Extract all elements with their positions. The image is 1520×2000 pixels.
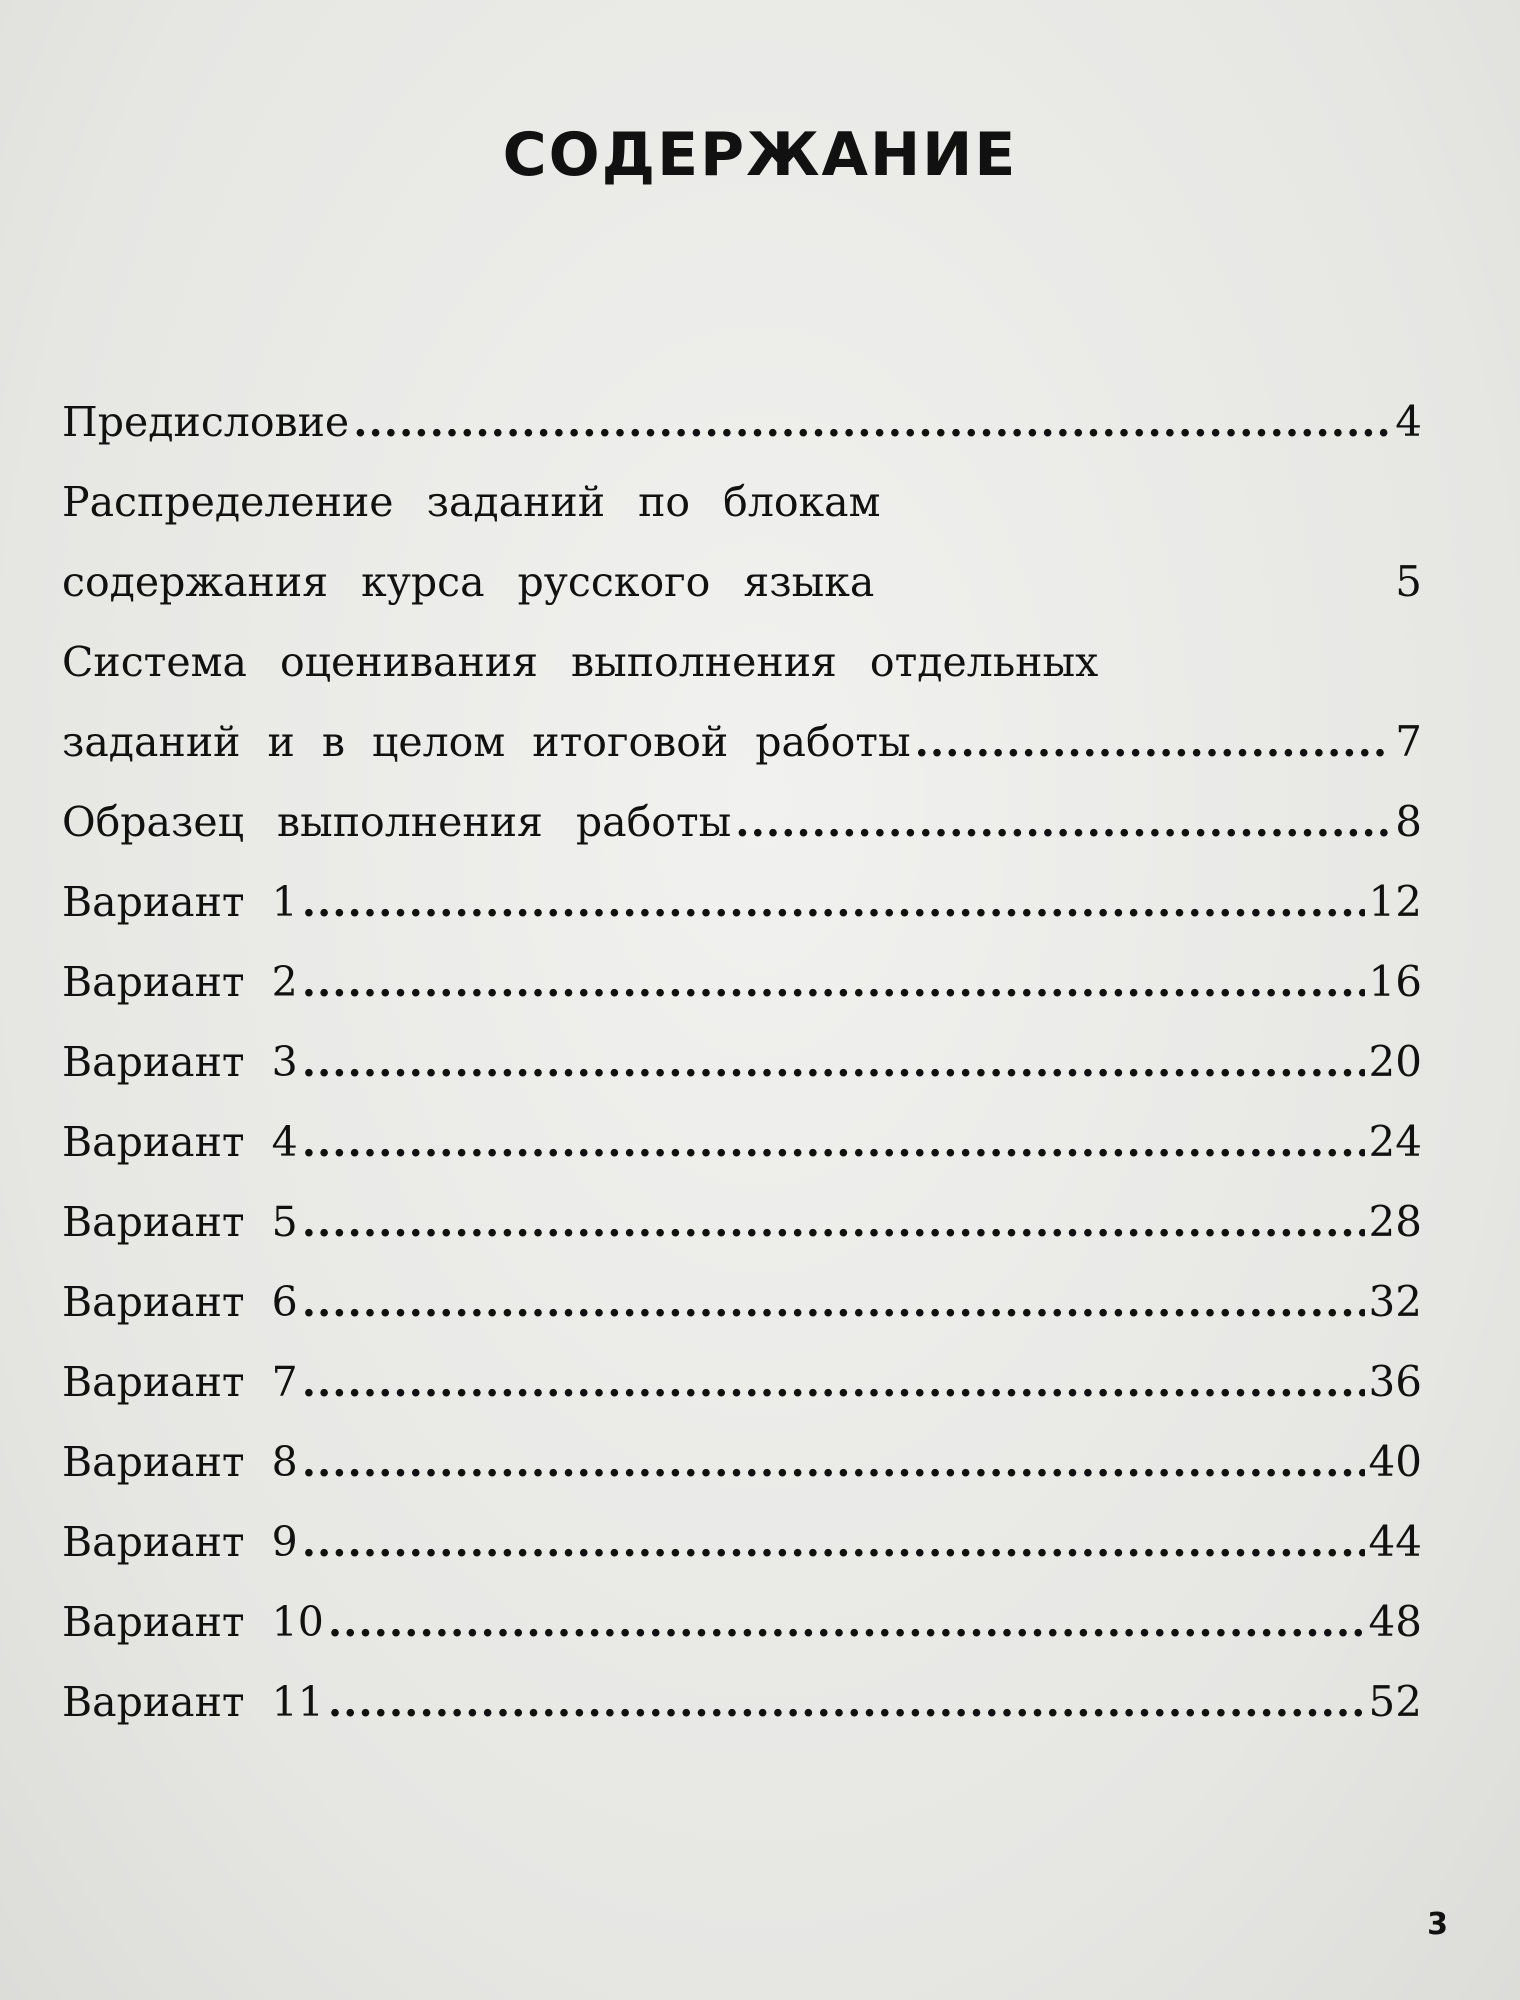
toc-entry-variant-9[interactable] xyxy=(62,1502,1422,1582)
toc-entry-label: Вариант 4 xyxy=(62,1118,298,1166)
toc-entry-page: 5 xyxy=(1395,557,1422,606)
toc-entry-label: Вариант 11 xyxy=(62,1678,324,1726)
toc-entry-page: 36 xyxy=(1368,1357,1422,1406)
toc-entry-page: 48 xyxy=(1368,1597,1422,1646)
toc-entry-label: Вариант 5 xyxy=(62,1198,298,1246)
toc-entry-page: 8 xyxy=(1395,797,1422,846)
table-of-contents xyxy=(62,382,1422,1742)
toc-entry-variant-10[interactable] xyxy=(62,1582,1422,1662)
toc-leader-dots xyxy=(302,942,1365,1022)
toc-entry-label: Вариант 7 xyxy=(62,1358,298,1406)
toc-entry-page: 52 xyxy=(1368,1677,1422,1726)
toc-entry-label: Вариант 1 xyxy=(62,878,298,926)
toc-entry-variant-4[interactable] xyxy=(62,1102,1422,1182)
toc-entry-label: Распределение заданий по блокам xyxy=(62,478,881,526)
toc-entry-distribution[interactable] xyxy=(62,542,1422,622)
toc-entry-assessment[interactable] xyxy=(62,702,1422,782)
toc-entry-page: 32 xyxy=(1368,1277,1422,1326)
toc-entry-variant-3[interactable] xyxy=(62,1022,1422,1102)
toc-entry-label: Вариант 2 xyxy=(62,958,298,1006)
toc-entry-variant-8[interactable] xyxy=(62,1422,1422,1502)
toc-entry-page: 20 xyxy=(1368,1037,1422,1086)
toc-entry-label: Вариант 6 xyxy=(62,1278,298,1326)
toc-leader-dots xyxy=(915,702,1392,782)
toc-entry-label: содержания курса русского языка xyxy=(62,558,875,606)
toc-entry-label: Вариант 3 xyxy=(62,1038,298,1086)
toc-leader-dots xyxy=(735,782,1391,862)
toc-entry-page: 28 xyxy=(1368,1197,1422,1246)
toc-leader-dots xyxy=(353,382,1391,462)
toc-entry-variant-2[interactable] xyxy=(62,942,1422,1022)
toc-entry-variant-6[interactable] xyxy=(62,1262,1422,1342)
toc-entry-page: 40 xyxy=(1368,1437,1422,1486)
toc-leader-dots xyxy=(302,1102,1365,1182)
toc-entry-variant-11[interactable] xyxy=(62,1662,1422,1742)
toc-entry-page: 4 xyxy=(1395,397,1422,446)
toc-entry-preface[interactable] xyxy=(62,382,1422,462)
toc-leader-dots xyxy=(302,1262,1365,1342)
toc-entry-page: 7 xyxy=(1395,717,1422,766)
toc-entry-page: 12 xyxy=(1368,877,1422,926)
toc-entry-variant-1[interactable] xyxy=(62,862,1422,942)
toc-entry-sample[interactable] xyxy=(62,782,1422,862)
toc-entry-variant-7[interactable] xyxy=(62,1342,1422,1422)
toc-entry-label: Система оценивания выполнения отдельных xyxy=(62,638,1099,686)
toc-entry-page: 44 xyxy=(1368,1517,1422,1566)
toc-entry-label: Предисловие xyxy=(62,398,350,446)
page-number: 3 xyxy=(1427,1907,1448,1942)
toc-entry-label: Вариант 10 xyxy=(62,1598,324,1646)
toc-leader-dots xyxy=(328,1662,1365,1742)
toc-leader-dots xyxy=(302,1422,1365,1502)
toc-entry-label: Вариант 8 xyxy=(62,1438,298,1486)
toc-entry-label: Образец выполнения работы xyxy=(62,798,732,846)
toc-entry-label: Вариант 9 xyxy=(62,1518,298,1566)
toc-entry-distribution-line1[interactable] xyxy=(62,462,1422,542)
toc-entry-variant-5[interactable] xyxy=(62,1182,1422,1262)
toc-leader-dots xyxy=(302,862,1365,942)
toc-leader-dots xyxy=(302,1022,1365,1102)
toc-entry-assessment-line1[interactable] xyxy=(62,622,1422,702)
toc-entry-page: 24 xyxy=(1368,1117,1422,1166)
toc-leader-dots xyxy=(302,1342,1365,1422)
toc-entry-label: заданий и в целом итоговой работы xyxy=(62,718,911,766)
toc-leader-dots xyxy=(302,1502,1365,1582)
toc-leader-dots xyxy=(328,1582,1365,1662)
toc-leader-dots xyxy=(302,1182,1365,1262)
toc-entry-page: 16 xyxy=(1368,957,1422,1006)
page-title: СОДЕРЖАНИЕ xyxy=(502,120,1018,190)
